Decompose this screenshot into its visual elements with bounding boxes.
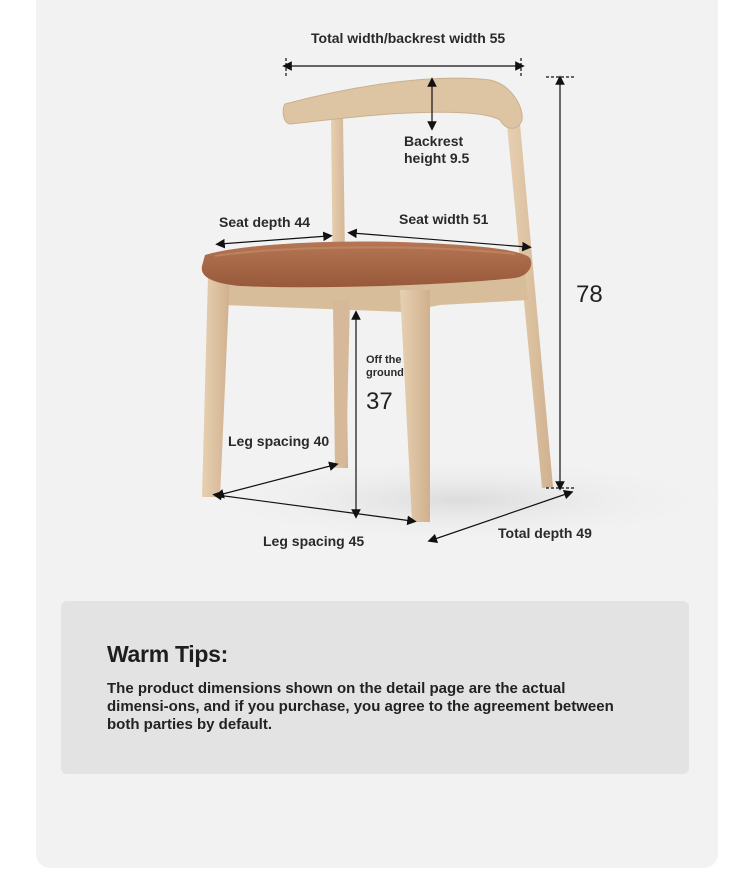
back-right-leg: [507, 124, 553, 488]
leg-spacing-side-label: Leg spacing 40: [228, 433, 330, 449]
off-ground-label-2: ground: [366, 367, 404, 379]
warm-tips-text: The product dimensions shown on the detail page are the actual dimensi-ons, and if you purchase, you agree to the agreement between both parties by default.: [107, 680, 614, 733]
warm-tips-title: Warm Tips:: [107, 641, 228, 667]
off-ground-label-1: Off the: [366, 354, 402, 366]
total-width-label: Total width/backrest width 55: [311, 30, 506, 46]
leg-spacing-front-label: Leg spacing 45: [263, 533, 365, 549]
floor-shadow: [190, 455, 730, 545]
backrest-height-label-1: Backrest: [404, 133, 464, 149]
total-depth-label: Total depth 49: [498, 525, 592, 541]
backrest-height-label-2: height 9.5: [404, 150, 470, 166]
off-ground-value: 37: [366, 388, 393, 415]
backrest-rail: [283, 78, 522, 128]
front-left-leg: [202, 275, 230, 497]
seat-depth-label: Seat depth 44: [219, 214, 311, 230]
warm-tips-box: [61, 601, 689, 774]
total-height-label: 78: [576, 281, 603, 308]
seat-width-label: Seat width 51: [399, 211, 489, 227]
